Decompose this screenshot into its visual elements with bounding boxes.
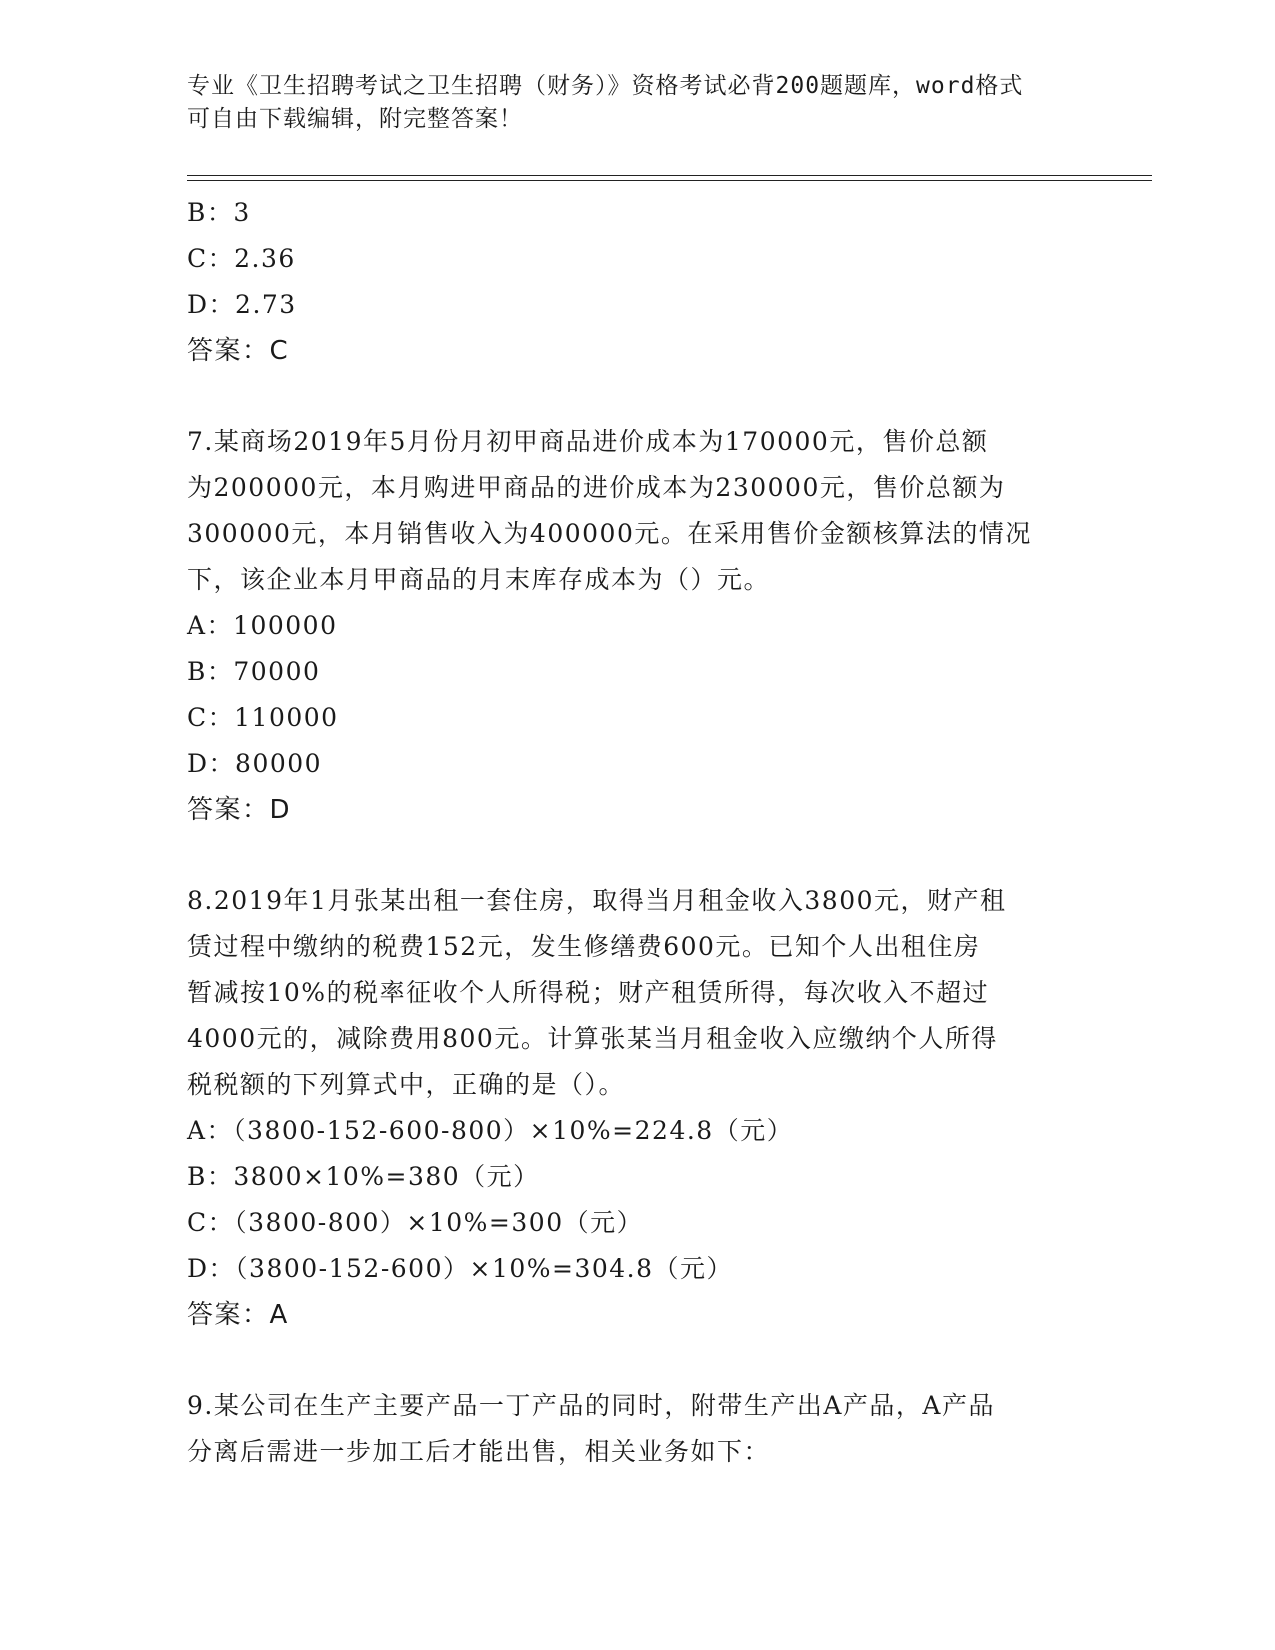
question-text-line: 暂减按10%的税率征收个人所得税；财产租赁所得，每次收入不超过 (187, 978, 990, 1007)
option-a: A：100000 (187, 611, 338, 640)
spacer (187, 833, 1087, 878)
option-d: D：80000 (187, 749, 323, 778)
question-text-line: 为200000元，本月购进甲商品的进价成本为230000元，售价总额为 (187, 473, 1006, 502)
question-7-block (187, 419, 1087, 833)
answer-line: 答案：C (187, 336, 290, 366)
header-title-line-2: 可自由下载编辑，附完整答案！ (187, 106, 523, 132)
option-d: D：2.73 (187, 290, 297, 319)
option-c: C：（3800-800）×10%=300（元） (187, 1208, 644, 1237)
option-b: B：3800×10%=380（元） (187, 1162, 540, 1191)
option-c: C：2.36 (187, 244, 296, 273)
question-8-block (187, 878, 1087, 1338)
option-d: D：（3800-152-600）×10%=304.8（元） (187, 1254, 734, 1283)
option-c: C：110000 (187, 703, 339, 732)
document-header (187, 70, 1087, 136)
header-divider-bottom (187, 180, 1152, 181)
question-9-block (187, 1383, 1087, 1475)
question-text-line: 赁过程中缴纳的税费152元，发生修缮费600元。已知个人出租住房 (187, 932, 981, 961)
spacer (187, 1338, 1087, 1383)
question-text-line: 9.某公司在生产主要产品一丁产品的同时，附带生产出A产品，A产品 (187, 1391, 995, 1420)
question-content (187, 190, 1087, 1475)
question-text-line: 税税额的下列算式中，正确的是（）。 (187, 1070, 626, 1099)
answer-line: 答案：A (187, 1300, 289, 1330)
question-6-block (187, 190, 1087, 374)
option-a: A：（3800-152-600-800）×10%=224.8（元） (187, 1116, 794, 1145)
question-text-line: 分离后需进一步加工后才能出售，相关业务如下： (187, 1437, 771, 1466)
question-text-line: 300000元，本月销售收入为400000元。在采用售价金额核算法的情况 (187, 519, 1032, 548)
option-b: B：70000 (187, 657, 321, 686)
header-title-line-1: 专业《卫生招聘考试之卫生招聘（财务）》资格考试必背200题题库，word格式 (187, 73, 1024, 99)
question-text-line: 下，该企业本月甲商品的月末库存成本为（）元。 (187, 565, 771, 594)
spacer (187, 374, 1087, 419)
question-text-line: 4000元的，减除费用800元。计算张某当月租金收入应缴纳个人所得 (187, 1024, 998, 1053)
question-text-line: 7.某商场2019年5月份月初甲商品进价成本为170000元，售价总额 (187, 427, 989, 456)
option-b: B：3 (187, 198, 251, 227)
question-text-line: 8.2019年1月张某出租一套住房，取得当月租金收入3800元，财产租 (187, 886, 1007, 915)
header-divider-top (187, 175, 1152, 176)
answer-line: 答案：D (187, 795, 292, 825)
